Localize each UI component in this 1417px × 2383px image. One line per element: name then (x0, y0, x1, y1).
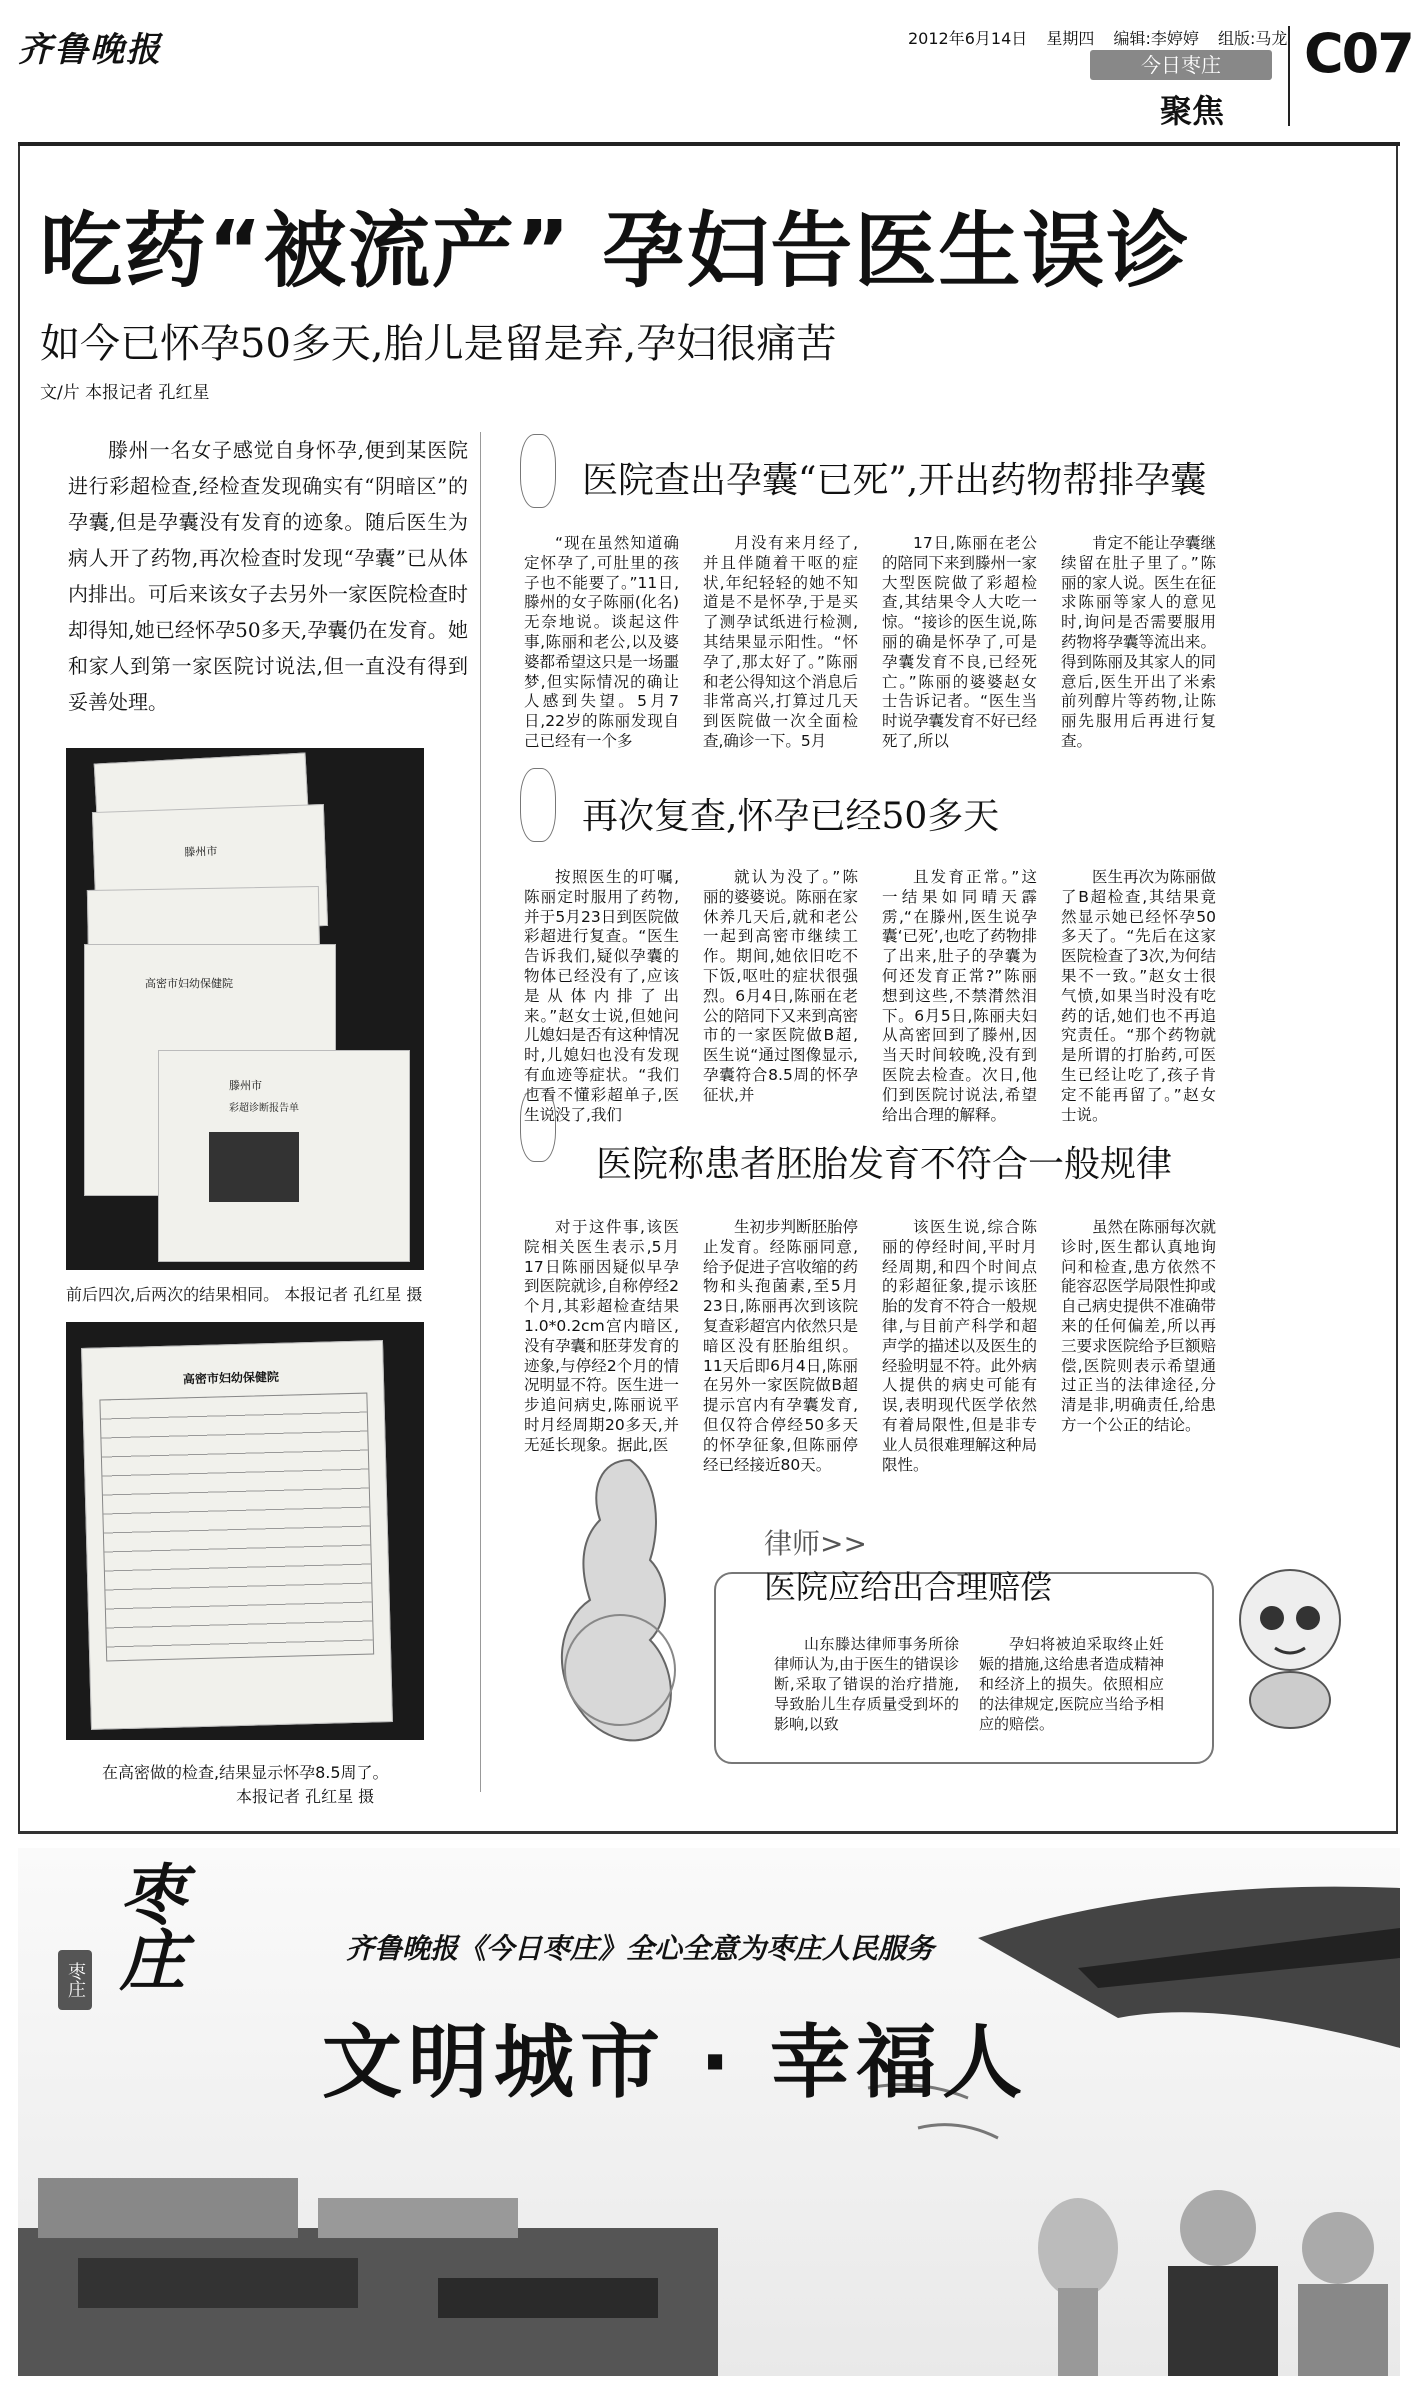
section-3-title: 医院称患者胚胎发育不符合一般规律 (596, 1144, 1173, 1185)
section-title: 聚焦 (1160, 92, 1225, 130)
doc-label-gaomi-2: 高密市妇幼保健院 (182, 1369, 280, 1387)
headline: 吃药“被流产” 孕妇告医生误诊 (40, 204, 1191, 299)
ultrasound-image (209, 1132, 299, 1202)
section-1-body (524, 534, 1216, 752)
banner-headline: 文明城市 · 幸福人 (322, 2016, 1029, 2109)
photo2-caption: 在高密做的检查,结果显示怀孕8.5周了。 (102, 1763, 389, 1782)
report-table (99, 1393, 374, 1662)
section-1-title: 医院查出孕囊“已死”,开出药物帮排孕囊 (582, 460, 1207, 501)
section-3-col: 虽然在陈丽每次就诊时,医生都认真地询问和检查,患方依然不能容忍医学局限性抑或自己病史提供不准确带来的任何偏差,所以再三要求医院给予巨额赔偿,医院则表示希望通过正当的法律途径,分清是非,明确责任,给患方一个公正的结论。 (1061, 1218, 1217, 1434)
baby-cartoon-icon (1220, 1560, 1360, 1730)
photo2-credit: 本报记者 孔红星 摄 (236, 1787, 375, 1806)
lawyer-col: 山东滕达律师事务所徐律师认为,由于医生的错误诊断,采取了错误的治疗措施,导致胎儿生存质量受到坏的影响,以致 (774, 1635, 959, 1733)
photo-reports (66, 748, 424, 1270)
banner-seal: 枣庄 (58, 1950, 92, 2010)
section-mark (520, 434, 556, 508)
column-divider (480, 432, 481, 1792)
section-1-col: “现在虽然知道确定怀孕了,可肚里的孩子也不能要了。”11日,滕州的女子陈丽(化名)无奈地说。谈起这件事,陈丽和老公,以及婆婆都希望这只是一场噩梦,但实际情况的确让人感到失望。5月7日,22岁的陈丽发现自己已经有一个多 (524, 534, 680, 750)
photo1-caption: 前后四次,后两次的结果相同。 本报记者 孔红星 摄 (66, 1285, 423, 1304)
masthead-logo: 齐鲁晚报 (18, 30, 162, 70)
banner-slogan: 齐鲁晚报《今日枣庄》全心全意为枣庄人民服务 (346, 1932, 935, 1965)
intro-paragraph: 滕州一名女子感觉自身怀孕,便到某医院进行彩超检查,经检查发现确实有“阴暗区”的孕囊,但是孕囊没有发育的迹象。随后医生为病人开了药物,再次检查时发现“孕囊”已从体内排出。可后来该女子去另外一家医院检查时却得知,她已经怀孕50多天,孕囊仍在发育。她和家人到第一家医院讨说法,但一直没有得到妥善处理。 (68, 438, 468, 714)
subheadline: 如今已怀孕50多天,胎儿是留是弃,孕妇很痛苦 (40, 321, 837, 367)
section-2-title: 再次复查,怀孕已经50多天 (582, 796, 1000, 837)
section-2-col: 医生再次为陈丽做了B超检查,其结果竟然显示她已经怀孕50多天了。“先后在这家医院检查了3次,为何结果不一致。”赵女士很气愤,如果当时没有吃药的话,她们也不再追究责任。“那个药物就是所谓的打胎药,可医生已经让吃了,孩子肯定不能再留了。”赵女士说。 (1061, 868, 1217, 1124)
photo-gaomi-report (66, 1322, 424, 1740)
section-mark (520, 768, 556, 842)
lawyer-body (774, 1634, 1164, 1734)
section-badge: 今日枣庄 (1090, 50, 1272, 80)
masthead-divider (1288, 26, 1290, 126)
byline: 文/片 本报记者 孔红星 (40, 383, 210, 403)
section-1-col: 肯定不能让孕囊继续留在肚子里了。”陈丽的家人说。医生在征求陈丽等家人的意见时,询问是否需要服用药物将孕囊等流出来。得到陈丽及其家人的同意后,医生开出了米索前列醇片等药物,让陈丽先服用后再进行复查。 (1061, 534, 1217, 750)
section-2-body (524, 868, 1216, 1125)
lawyer-label: 律师>> (764, 1527, 867, 1560)
section-1-col: 17日,陈丽在老公的陪同下来到滕州一家大型医院做了彩超检查,其结果令人大吃一惊。“接诊的医生说,陈丽的确是怀孕了,可是孕囊发育不良,已经死亡。”陈丽的婆婆赵女士告诉记者。“医生当时说孕囊发育不好已经死了,所以 (882, 534, 1038, 750)
doc-label-tengzhou-2: 滕州市 (229, 1079, 262, 1092)
editor-credit: 编辑:李婷婷 (1113, 29, 1199, 48)
doc-label-report: 彩超诊断报告单 (229, 1103, 299, 1114)
section-2-col: 按照医生的叮嘱,陈丽定时服用了药物,并于5月23日到医院做彩超进行复查。“医生告诉我们,疑似孕囊的物体已经没有了,应该是从体内排了出来。”赵女士说,但她问儿媳妇是否有这种情况时,儿媳妇也没有发现有血迹等症状。“我们也看不懂彩超单子,医生说没了,我们 (524, 868, 680, 1124)
issue-date: 2012年6月14日 (908, 29, 1028, 48)
masthead-meta (908, 26, 1301, 49)
lawyer-title: 医院应给出合理赔偿 (764, 1568, 1053, 1606)
lawyer-col: 孕妇将被迫采取终止妊娠的措施,这给患者造成精神和经济上的损失。依照相应的法律规定,医院应当给予相应的赔偿。 (979, 1635, 1164, 1733)
section-2-col: 且发育正常。”这一结果如同晴天霹雳,“在滕州,医生说孕囊‘已死’,也吃了药物排了出来,肚子的孕囊为何还发育正常?”陈丽想到这些,不禁潸然泪下。6月5日,陈丽夫妇从高密回到了滕州,因当天时间较晚,没有到医院去检查。次日,他们到医院讨说法,希望给出合理的解释。 (882, 868, 1037, 1124)
section-mark (520, 1088, 556, 1162)
issue-weekday: 星期四 (1046, 29, 1095, 48)
layout-credit: 组版:马龙 (1217, 29, 1288, 48)
page-number: C07 (1304, 22, 1413, 85)
pregnant-woman-silhouette-icon (520, 1450, 710, 1780)
doc-label-gaomi: 高密市妇幼保健院 (145, 977, 233, 990)
section-3-col: 对于这件事,该医院相关医生表示,5月17日陈丽因疑似早孕到医院就诊,自称停经2个月,其彩超检查结果1.0*0.2cm宫内暗区,没有孕囊和胚芽发育的迹象,与停经2个月的情况明显不符。医生进一步追问病史,陈丽说平时月经周期20多天,并无延长现象。据此,医 (524, 1218, 680, 1454)
section-3-body (524, 1218, 1216, 1475)
section-3-col: 该医生说,综合陈丽的停经时间,平时月经周期,和四个时间点的彩超征象,提示该胚胎的发育不符合一般规律,与目前产科学和超声学的描述以及医生的经验明显不符。此外病人提供的病史可能有误,表明现代医学依然有着局限性,但是非专业人员很难理解这种局限性。 (882, 1218, 1038, 1474)
section-1-col: 月没有来月经了,并且伴随着干呕的症状,年纪轻轻的她不知道是不是怀孕,于是买了测孕试纸进行检测,其结果显示阳性。“怀孕了,那太好了。”陈丽和老公得知这个消息后非常高兴,打算过几天到医院做一次全面检查,确诊一下。5月 (703, 534, 859, 750)
section-2-col: 就认为没了。”陈丽的婆婆说。陈丽在家休养几天后,就和老公一起到高密市继续工作。期间,她依旧吃不下饭,呕吐的症状很强烈。6月4日,陈丽在老公的陪同下又来到高密市的一家医院做B超,医生说“通过图像显示,孕囊符合8.5周的怀孕征状,并 (703, 868, 859, 1104)
doc-label-tengzhou: 滕州市 (184, 844, 218, 859)
section-3-col: 生初步判断胚胎停止发育。经陈丽同意,给予促进子宫收缩的药物和头孢菌素,至5月23日,陈丽再次到该院复查彩超宫内依然只是暗区没有胚胎组织。11天后即6月4日,陈丽在另外一家医院做B超提示宫内有孕囊发育,但仅符合停经50多天的怀孕征象,但陈丽停经已经接近80天。 (703, 1218, 859, 1474)
banner-calligraphy: 枣庄 (108, 1860, 186, 1992)
